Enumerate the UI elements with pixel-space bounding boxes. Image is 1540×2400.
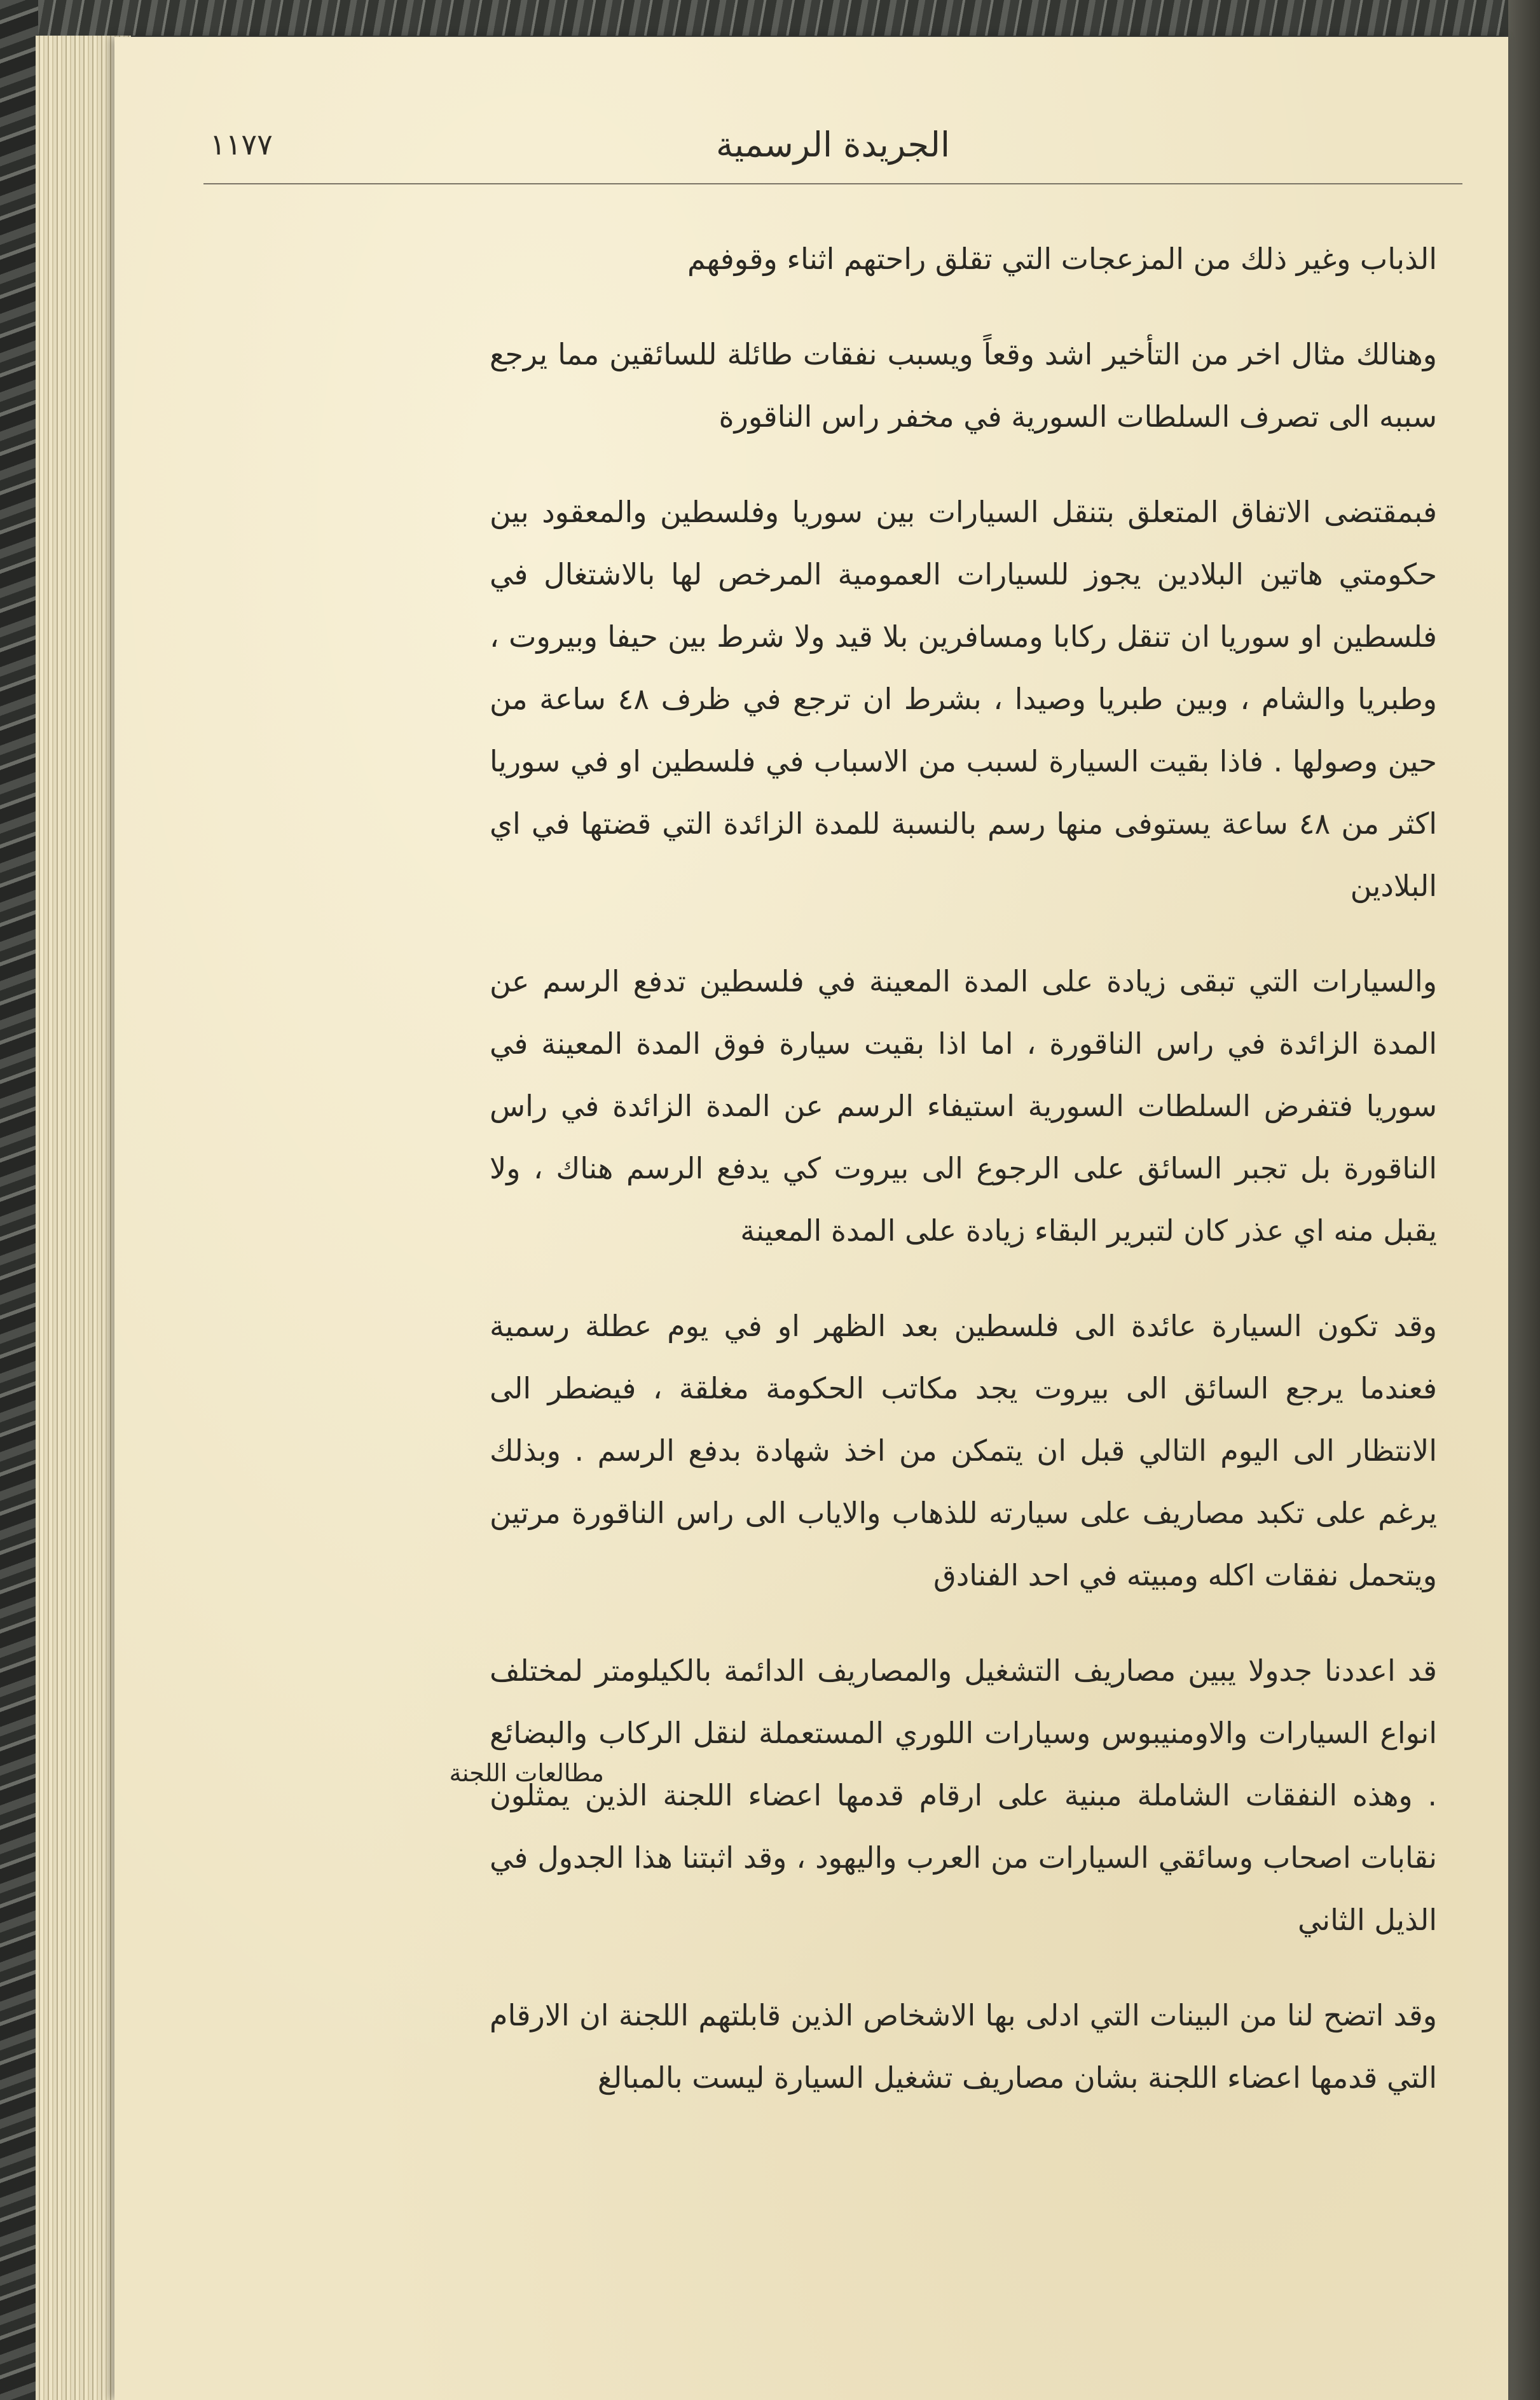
running-header	[203, 113, 1462, 184]
document-page	[114, 37, 1508, 2400]
body-text	[490, 228, 1437, 2142]
binding-top-edge	[38, 0, 1540, 36]
marbled-binding	[0, 0, 38, 2400]
paragraph: وقد تكون السيارة عائدة الى فلسطين بعد الظهر او في يوم عطلة رسمية فعندما يرجع السائق الى بيروت يجد مكاتب الحكومة مغلقة ، فيضطر الى الانتظار الى اليوم التالي قبل ان يتمكن من اخذ شهادة بدفع الرسم . وبذلك يرغم على تكبد مصاريف على سيارته للذهاب والاياب الى راس الناقورة مرتين ويتحمل نفقات اكله ومبيته في احد الفنادق	[490, 1309, 1437, 1592]
paragraph: والسيارات التي تبقى زيادة على المدة المعينة في فلسطين تدفع الرسم عن المدة الزائدة في راس الناقورة ، اما اذا بقيت سيارة فوق المدة المعينة في سوريا فتفرض السلطات السورية استيفاء الرسم عن المدة الزائدة في راس الناقورة بل تجبر السائق على الرجوع الى بيروت كي يدفع الرسم هناك ، ولا يقبل منه اي عذر كان لتبرير البقاء زيادة على المدة المعينة	[490, 964, 1437, 1248]
journal-title: الجريدة الرسمية	[716, 125, 950, 165]
margin-note: مطالعات اللجنة	[449, 1759, 604, 1787]
paragraph: قد اعددنا جدولا يبين مصاريف التشغيل والمصاريف الدائمة بالكيلومتر لمختلف انواع السيارات والاومنيبوس وسيارات اللوري المستعملة لنقل الركاب والبضائع . وهذه النفقات الشاملة مبنية على ارقام قدمها اعضاء اللجنة الذين يمثلون نقابات اصحاب وسائقي السيارات من العرب واليهود ، وقد اثبتنا هذا الجدول في الذيل الثاني	[490, 1653, 1437, 1937]
binding-right-edge	[1508, 0, 1540, 2400]
paragraph: وقد اتضح لنا من البينات التي ادلى بها الاشخاص الذين قابلتهم اللجنة ان الارقام التي قدمها اعضاء اللجنة بشان مصاريف تشغيل السيارة ليست بالمبالغ	[490, 1998, 1437, 2095]
paragraph: الذباب وغير ذلك من المزعجات التي تقلق راحتهم اثناء وقوفهم	[687, 242, 1437, 276]
paragraph: وهنالك مثال اخر من التأخير اشد وقعاً ويسبب نفقات طائلة للسائقين مما يرجع سببه الى تصرف السلطات السورية في مخفر راس الناقورة	[490, 337, 1437, 434]
paragraph: فبمقتضى الاتفاق المتعلق بتنقل السيارات بين سوريا وفلسطين والمعقود بين حكومتي هاتين البلادين يجوز للسيارات العمومية المرخص لها بالاشتغال في فلسطين او سوريا ان تنقل ركابا ومسافرين بلا قيد ولا شرط بين حيفا وبيروت ، وطبريا والشام ، وبين طبريا وصيدا ، بشرط ان ترجع في ظرف ٤٨ ساعة من حين وصولها . فاذا بقيت السيارة لسبب من الاسباب في فلسطين او في سوريا اكثر من ٤٨ ساعة يستوفى منها رسم بالنسبة للمدة الزائدة التي قضتها في اي البلادين	[490, 495, 1437, 903]
page-number: ١١٧٧	[210, 127, 273, 162]
